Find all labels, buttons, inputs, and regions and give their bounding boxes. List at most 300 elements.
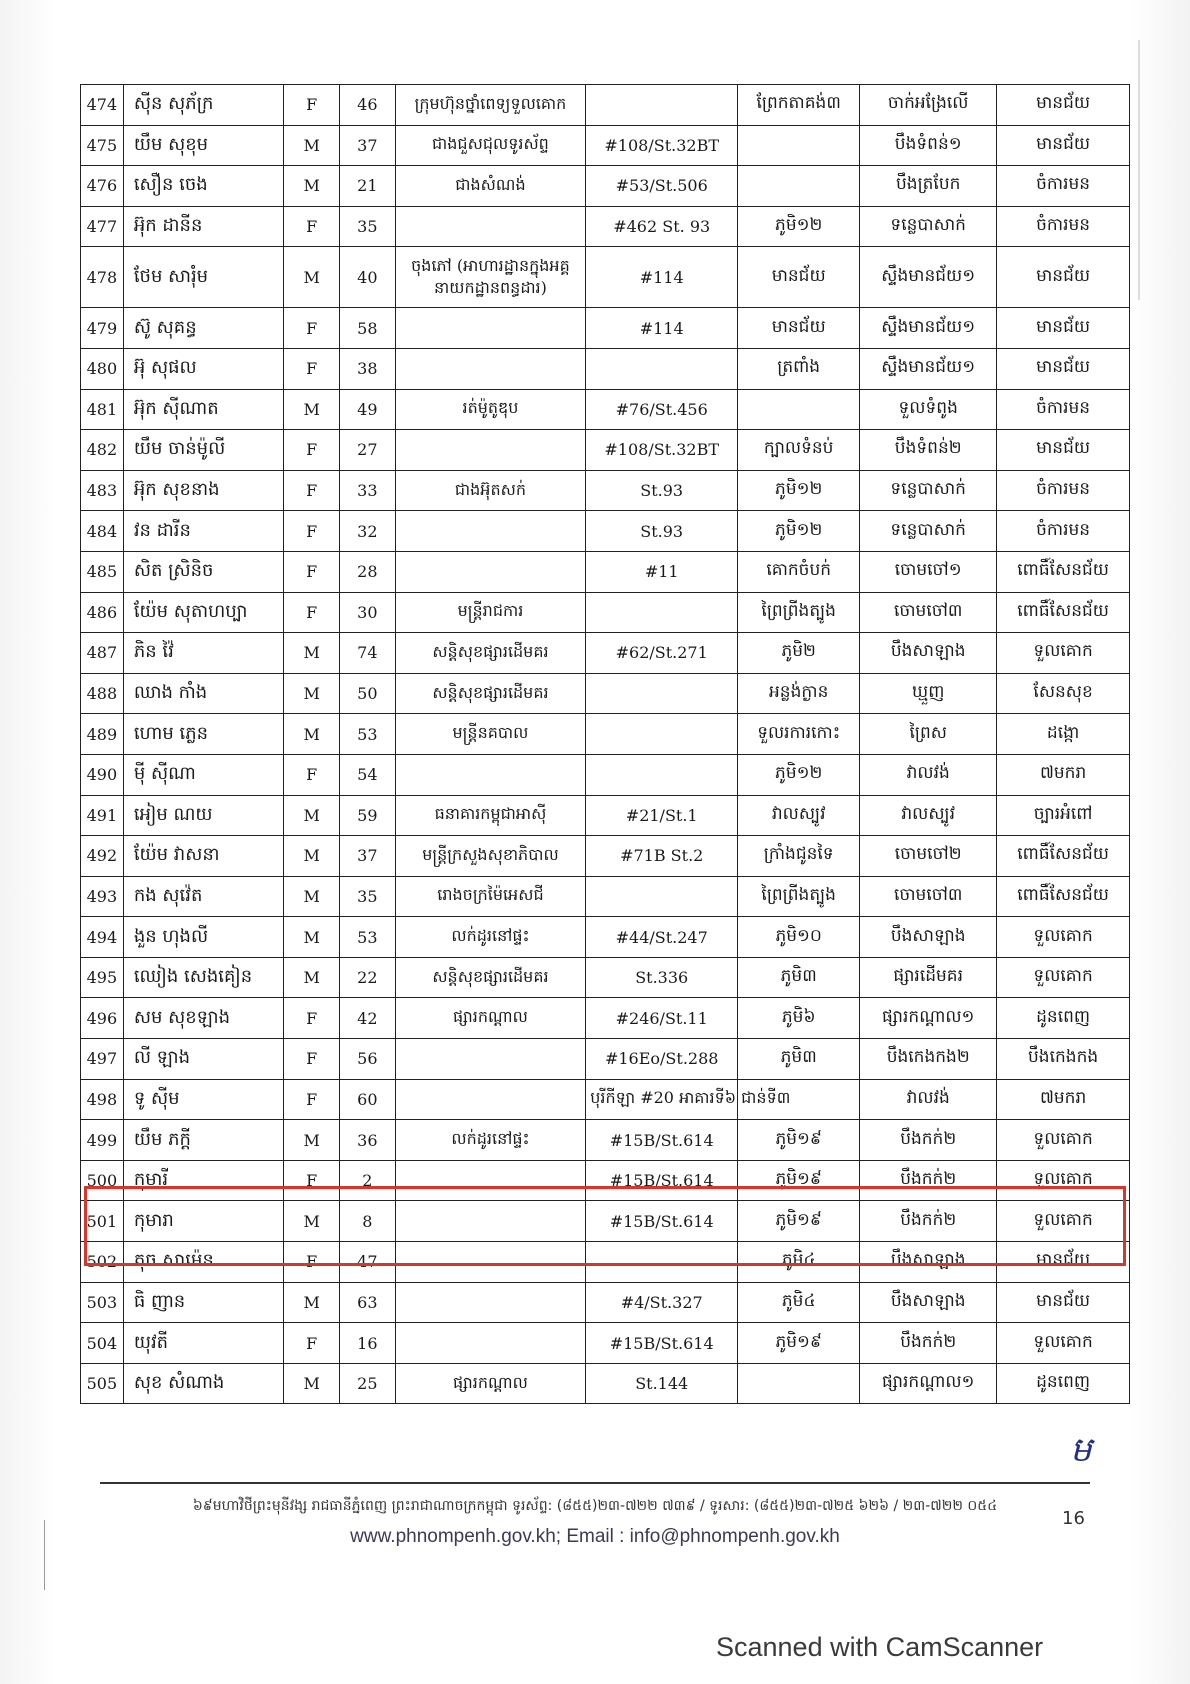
cell-occupation: ជាងជួសជុលទូរស័ព្ទ [395, 125, 586, 166]
cell-occupation: ជាងសំណង់ [395, 166, 586, 207]
cell-occupation [395, 1323, 586, 1364]
cell-district: មានជ័យ [997, 308, 1130, 349]
table-row [81, 957, 1130, 998]
cell-age: 35 [340, 876, 396, 917]
cell-age: 36 [340, 1120, 396, 1161]
cell-name: ស៊ីន សុភ័ក្រ [123, 85, 284, 126]
cell-no: 505 [81, 1363, 124, 1404]
cell-district: ពោធិ៍សែនជ័យ [997, 592, 1130, 633]
cell-name: យឹម ចាន់ម៉ូលី [123, 430, 284, 471]
cell-occupation: ផ្សារកណ្តាល [395, 998, 586, 1039]
cell-commune: ទន្លេបាសាក់ [860, 206, 997, 247]
cell-sex: F [284, 592, 340, 633]
cell-name: កុមារី [123, 1160, 284, 1201]
cell-commune: ផ្សារដើមគរ [860, 957, 997, 998]
cell-district: ៧មករា [997, 1079, 1130, 1120]
cell-address: #15B/St.614 [586, 1160, 738, 1201]
cell-address [586, 876, 738, 917]
cell-district: មានជ័យ [997, 348, 1130, 389]
cell-name: សម សុខឡាង [123, 998, 284, 1039]
cell-village: ត្រពាំង [738, 348, 860, 389]
cell-commune: ចោមចៅ៣ [860, 876, 997, 917]
cell-name: អ៊ុក សុខនាង [123, 470, 284, 511]
cell-name: អៀម ណយ [123, 795, 284, 836]
cell-sex: M [284, 917, 340, 958]
cell-address: #462 St. 93 [586, 206, 738, 247]
cell-no: 484 [81, 511, 124, 552]
cell-address: #16Eo/St.288 [586, 1039, 738, 1080]
cell-sex: M [284, 389, 340, 430]
cell-sex: F [284, 348, 340, 389]
cell-name: ភិន វ៉ៃ [123, 633, 284, 674]
cell-district: ទួលគោក [997, 1201, 1130, 1242]
cell-address [586, 348, 738, 389]
cell-age: 53 [340, 714, 396, 755]
cell-district: មានជ័យ [997, 430, 1130, 471]
table-row [81, 206, 1130, 247]
cell-address: #76/St.456 [586, 389, 738, 430]
cell-commune: វាលស្បូវ [860, 795, 997, 836]
table-row [81, 754, 1130, 795]
cell-no: 483 [81, 470, 124, 511]
cell-commune: បឹងត្របែក [860, 166, 997, 207]
cell-district: ៧មករា [997, 754, 1130, 795]
cell-sex: F [284, 754, 340, 795]
cell-address: #15B/St.614 [586, 1120, 738, 1161]
cell-village [738, 1363, 860, 1404]
table-row [81, 247, 1130, 308]
cell-sex: F [284, 511, 340, 552]
cell-name: ឈាង កាំង [123, 673, 284, 714]
cell-no: 501 [81, 1201, 124, 1242]
cell-sex: F [284, 206, 340, 247]
cell-sex: F [284, 1242, 340, 1283]
cell-age: 42 [340, 998, 396, 1039]
cell-address [586, 714, 738, 755]
cell-district: ច្បារអំពៅ [997, 795, 1130, 836]
cell-village: ភូមិ៤ [738, 1242, 860, 1283]
cell-age: 27 [340, 430, 396, 471]
cell-commune: ឃ្មួញ [860, 673, 997, 714]
cell-commune: ទន្លេបាសាក់ [860, 470, 997, 511]
cell-no: 499 [81, 1120, 124, 1161]
cell-village: ភូមិ១២ [738, 754, 860, 795]
cell-age: 63 [340, 1282, 396, 1323]
table-row [81, 1079, 1130, 1120]
cell-age: 60 [340, 1079, 396, 1120]
cell-village: ភូមិ១២ [738, 206, 860, 247]
cell-village: ភូមិ៣ [738, 1039, 860, 1080]
table-row [81, 714, 1130, 755]
cell-no: 486 [81, 592, 124, 633]
cell-address: #15B/St.614 [586, 1323, 738, 1364]
cell-address [586, 673, 738, 714]
cell-commune: ចោមចៅ៣ [860, 592, 997, 633]
cell-sex: F [284, 1079, 340, 1120]
table-row [81, 836, 1130, 877]
cell-commune: ចោមចៅ២ [860, 836, 997, 877]
cell-address: #108/St.32BT [586, 430, 738, 471]
cell-commune: ស្ទឹងមានជ័យ១ [860, 348, 997, 389]
cell-age: 40 [340, 247, 396, 308]
scan-edge [1138, 40, 1140, 300]
cell-commune: វាលវង់ [860, 1079, 997, 1120]
cell-no: 487 [81, 633, 124, 674]
cell-commune: បឹងកក់២ [860, 1120, 997, 1161]
cell-occupation [395, 1079, 586, 1120]
cell-name: ធិ ញាន [123, 1282, 284, 1323]
cell-age: 38 [340, 348, 396, 389]
cell-sex: M [284, 125, 340, 166]
cell-address: #62/St.271 [586, 633, 738, 674]
cell-name: ទូ ស៊ីម [123, 1079, 284, 1120]
cell-name: ហោម ភ្លេន [123, 714, 284, 755]
cell-village: ព្រែកតាគង់៣ [738, 85, 860, 126]
cell-name: ម៉ី ស៊ីណា [123, 754, 284, 795]
cell-sex: M [284, 957, 340, 998]
cell-occupation: ចុងភៅ (អាហារដ្ឋានក្នុងអគ្គនាយកដ្ឋានពន្ធដារ) [395, 247, 586, 308]
cell-no: 494 [81, 917, 124, 958]
cell-commune: ស្ទឹងមានជ័យ១ [860, 308, 997, 349]
cell-commune: វាលវង់ [860, 754, 997, 795]
cell-village: ភូមិ១០ [738, 917, 860, 958]
cell-name: ស៊ូ សុគន្ធ [123, 308, 284, 349]
cell-district: ទួលគោក [997, 1160, 1130, 1201]
cell-address: #53/St.506 [586, 166, 738, 207]
cell-no: 500 [81, 1160, 124, 1201]
cell-age: 54 [340, 754, 396, 795]
footer-divider [100, 1482, 1090, 1484]
table-row [81, 876, 1130, 917]
table-row [81, 1323, 1130, 1364]
cell-village: ភូមិ១២ [738, 470, 860, 511]
cell-sex: M [284, 1282, 340, 1323]
cell-address: #4/St.327 [586, 1282, 738, 1323]
footer-web-email: www.phnompenh.gov.kh; Email : info@phnompenh.gov.kh [350, 1526, 840, 1547]
cell-district: ទួលគោក [997, 633, 1130, 674]
cell-occupation: ជាងអ៊ុតសក់ [395, 470, 586, 511]
cell-village: អន្លង់ក្ងាន [738, 673, 860, 714]
scan-edge [44, 1520, 45, 1590]
cell-name: កុមារា [123, 1201, 284, 1242]
cell-name: អ៊ុក ដានីន [123, 206, 284, 247]
cell-name: អ៊ុ សុផល [123, 348, 284, 389]
cell-village: ភូមិ៦ [738, 998, 860, 1039]
cell-sex: M [284, 247, 340, 308]
cell-sex: F [284, 470, 340, 511]
cell-age: 37 [340, 836, 396, 877]
cell-no: 479 [81, 308, 124, 349]
cell-name: អ៊ុក ស៊ីណាត [123, 389, 284, 430]
cell-name: សុខ សំណាង [123, 1363, 284, 1404]
cell-sex: M [284, 1363, 340, 1404]
cell-age: 50 [340, 673, 396, 714]
cell-age: 25 [340, 1363, 396, 1404]
cell-age: 49 [340, 389, 396, 430]
table-row [81, 592, 1130, 633]
cell-occupation: លក់ដូរនៅផ្ទះ [395, 917, 586, 958]
cell-sex: M [284, 795, 340, 836]
cell-address: #11 [586, 551, 738, 592]
cell-age: 22 [340, 957, 396, 998]
table-row [81, 1363, 1130, 1404]
cell-no: 504 [81, 1323, 124, 1364]
cell-occupation [395, 206, 586, 247]
cell-name: យុវតី [123, 1323, 284, 1364]
cell-village: ភូមិ៣ [738, 957, 860, 998]
footer-address: ៦៩មហាវិថីព្រះមុនីវង្ស រាជធានីភ្នំពេញ ព្រះរាជាណាចក្រកម្ពុជា ទូរស័ព្ទ: (៨៥៥)២៣-៧២២ ៧៣៩ / ទូរសារ: (៨៥៥)២៣-៧២៥ ៦២៦ / ២៣-៧២២ ០៥៤ [192, 1498, 998, 1514]
cell-village: ភូមិ១៩ [738, 1201, 860, 1242]
cell-commune: ចោមចៅ១ [860, 551, 997, 592]
cell-no: 485 [81, 551, 124, 592]
cell-no: 488 [81, 673, 124, 714]
cell-address: #21/St.1 [586, 795, 738, 836]
cell-sex: F [284, 430, 340, 471]
cell-address [586, 754, 738, 795]
cell-age: 2 [340, 1160, 396, 1201]
cell-occupation: សន្តិសុខផ្សារដើមគរ [395, 673, 586, 714]
cell-sex: M [284, 876, 340, 917]
cell-age: 33 [340, 470, 396, 511]
cell-sex: M [284, 714, 340, 755]
cell-no: 489 [81, 714, 124, 755]
cell-commune: បឹងកក់២ [860, 1160, 997, 1201]
cell-commune: បឹងកេងកង២ [860, 1039, 997, 1080]
cell-village: ភូមិ១៩ [738, 1323, 860, 1364]
cell-village: ភូមិ១២ [738, 511, 860, 552]
cell-no: 476 [81, 166, 124, 207]
cell-village: គោកចំបក់ [738, 551, 860, 592]
table-row [81, 85, 1130, 126]
table-row [81, 511, 1130, 552]
cell-sex: M [284, 633, 340, 674]
cell-district: ទួលគោក [997, 1120, 1130, 1161]
table-row [81, 348, 1130, 389]
cell-commune: បឹងសាឡាង [860, 1242, 997, 1283]
cell-no: 491 [81, 795, 124, 836]
cell-name: ថែម សារុំម [123, 247, 284, 308]
table-row [81, 1039, 1130, 1080]
cell-village: ភូមិ៤ [738, 1282, 860, 1323]
cell-name: សឿន ចេង [123, 166, 284, 207]
cell-age: 21 [340, 166, 396, 207]
table-row [81, 125, 1130, 166]
cell-name: យឹម ភក្តី [123, 1120, 284, 1161]
table-row [81, 430, 1130, 471]
cell-commune: ទួលទំពូង [860, 389, 997, 430]
cell-village [738, 125, 860, 166]
cell-district: ចំការមន [997, 166, 1130, 207]
table-row [81, 917, 1130, 958]
cell-sex: M [284, 166, 340, 207]
cell-occupation [395, 308, 586, 349]
table-row [81, 308, 1130, 349]
cell-district: ចំការមន [997, 511, 1130, 552]
cell-commune: ព្រៃស [860, 714, 997, 755]
cell-no: 497 [81, 1039, 124, 1080]
cell-address [586, 85, 738, 126]
cell-district: មានជ័យ [997, 1242, 1130, 1283]
cell-district: បឹងកេងកង [997, 1039, 1130, 1080]
cell-occupation [395, 1282, 586, 1323]
cell-district: ដូនពេញ [997, 998, 1130, 1039]
cell-occupation [395, 511, 586, 552]
cell-village: ព្រៃព្រីងត្បូង [738, 592, 860, 633]
cell-age: 16 [340, 1323, 396, 1364]
cell-no: 480 [81, 348, 124, 389]
cell-commune: បឹងទំពន់១ [860, 125, 997, 166]
cell-occupation: មន្ត្រីនគបាល [395, 714, 586, 755]
cell-age: 47 [340, 1242, 396, 1283]
cell-commune: ស្ទឹងមានជ័យ១ [860, 247, 997, 308]
cell-village: មានជ័យ [738, 308, 860, 349]
cell-name: កង សុវ៉េត [123, 876, 284, 917]
cell-sex: F [284, 998, 340, 1039]
cell-age: 59 [340, 795, 396, 836]
cell-age: 58 [340, 308, 396, 349]
cell-name: ងួន ហុងលី [123, 917, 284, 958]
cell-village [738, 389, 860, 430]
cell-village [738, 166, 860, 207]
cell-sex: M [284, 1120, 340, 1161]
table-row [81, 551, 1130, 592]
cell-address: St.336 [586, 957, 738, 998]
cell-occupation: ក្រុមហ៊ុនថ្នាំពេទ្យទួលគោក [395, 85, 586, 126]
cell-no: 481 [81, 389, 124, 430]
cell-age: 46 [340, 85, 396, 126]
cell-no: 493 [81, 876, 124, 917]
highlight-box [84, 1186, 1126, 1266]
cell-name: តុច សាម៉េន [123, 1242, 284, 1283]
cell-occupation: សន្តិសុខផ្សារដើមគរ [395, 957, 586, 998]
cell-commune: ចាក់អង្រែលើ [860, 85, 997, 126]
cell-address: St.93 [586, 470, 738, 511]
cell-no: 502 [81, 1242, 124, 1283]
cell-district: មានជ័យ [997, 125, 1130, 166]
table-row [81, 673, 1130, 714]
cell-village: ភូមិ១៩ [738, 1160, 860, 1201]
cell-district: ទួលគោក [997, 917, 1130, 958]
cell-occupation: រោងចក្រម៉ៃអេសជី [395, 876, 586, 917]
cell-occupation: រត់ម៉ូតូឌុប [395, 389, 586, 430]
cell-commune: ផ្សារកណ្តាល១ [860, 998, 997, 1039]
cell-village: ទួលរការកោះ [738, 714, 860, 755]
cell-occupation [395, 1039, 586, 1080]
cell-commune: បឹងសាឡាង [860, 633, 997, 674]
cell-address: #15B/St.614 [586, 1201, 738, 1242]
cell-age: 30 [340, 592, 396, 633]
cell-name: វន ដារីន [123, 511, 284, 552]
cell-occupation: សន្តិសុខផ្សារដើមគរ [395, 633, 586, 674]
cell-commune: បឹងទំពន់២ [860, 430, 997, 471]
cell-district: ពោធិ៍សែនជ័យ [997, 551, 1130, 592]
cell-no: 498 [81, 1079, 124, 1120]
cell-village: ភូមិ២ [738, 633, 860, 674]
cell-occupation [395, 551, 586, 592]
cell-village: ភូមិ១៩ [738, 1120, 860, 1161]
cell-age: 53 [340, 917, 396, 958]
cell-no: 495 [81, 957, 124, 998]
cell-village: ក្រាំងជូនទៃ [738, 836, 860, 877]
cell-name: ឈៀង សេងគៀន [123, 957, 284, 998]
cell-village: មានជ័យ [738, 247, 860, 308]
table-row [81, 633, 1130, 674]
cell-occupation [395, 754, 586, 795]
cell-occupation: ផ្សារកណ្តាល [395, 1363, 586, 1404]
cell-occupation: មន្ត្រីរាជការ [395, 592, 586, 633]
cell-no: 496 [81, 998, 124, 1039]
cell-district: មានជ័យ [997, 85, 1130, 126]
cell-no: 478 [81, 247, 124, 308]
cell-commune: បឹងសាឡាង [860, 1282, 997, 1323]
cell-name: លី ឡាង [123, 1039, 284, 1080]
cell-village: ក្បាលទំនប់ [738, 430, 860, 471]
cell-occupation: លក់ដូរនៅផ្ទះ [395, 1120, 586, 1161]
cell-occupation: ធនាគារកម្ពុជាអាស៊ី [395, 795, 586, 836]
cell-commune: ទន្លេបាសាក់ [860, 511, 997, 552]
table-row [81, 998, 1130, 1039]
cell-age: 32 [340, 511, 396, 552]
table-row [81, 1282, 1130, 1323]
cell-address: #114 [586, 247, 738, 308]
table-row [81, 1120, 1130, 1161]
cell-address: #246/St.11 [586, 998, 738, 1039]
cell-sex: F [284, 85, 340, 126]
cell-age: 35 [340, 206, 396, 247]
cell-occupation [395, 430, 586, 471]
cell-district: ទួលគោក [997, 957, 1130, 998]
cell-no: 474 [81, 85, 124, 126]
cell-village: ព្រៃព្រីងត្បូង [738, 876, 860, 917]
table-row [81, 470, 1130, 511]
cell-age: 74 [340, 633, 396, 674]
cell-address: #44/St.247 [586, 917, 738, 958]
cell-occupation [395, 348, 586, 389]
cell-commune: បឹងកក់២ [860, 1323, 997, 1364]
cell-address: #71B St.2 [586, 836, 738, 877]
cell-district: ចំការមន [997, 470, 1130, 511]
cell-district: ចំការមន [997, 206, 1130, 247]
cell-address: St.93 [586, 511, 738, 552]
cell-address: #108/St.32BT [586, 125, 738, 166]
cell-district: ទួលគោក [997, 1323, 1130, 1364]
cell-address: #114 [586, 308, 738, 349]
table-row [81, 389, 1130, 430]
cell-name: សិត ស្រិនិច [123, 551, 284, 592]
cell-name: យឹម សុខុម [123, 125, 284, 166]
signature-mark: ម [1070, 1430, 1092, 1470]
cell-sex: F [284, 551, 340, 592]
cell-no: 503 [81, 1282, 124, 1323]
cell-sex: F [284, 308, 340, 349]
cell-address [586, 592, 738, 633]
cell-district: ដង្កោ [997, 714, 1130, 755]
cell-no: 482 [81, 430, 124, 471]
cell-age: 56 [340, 1039, 396, 1080]
cell-age: 28 [340, 551, 396, 592]
camscanner-watermark: Scanned with CamScanner [716, 1632, 1044, 1662]
cell-district: មានជ័យ [997, 247, 1130, 308]
cell-age: 37 [340, 125, 396, 166]
cell-commune: បឹងសាឡាង [860, 917, 997, 958]
cell-district: ដូនពេញ [997, 1363, 1130, 1404]
cell-district: សែនសុខ [997, 673, 1130, 714]
cell-sex: F [284, 1160, 340, 1201]
cell-address: St.144 [586, 1363, 738, 1404]
page-number: 16 [1062, 1508, 1085, 1529]
cell-commune: ផ្សារកណ្តាល១ [860, 1363, 997, 1404]
cell-sex: M [284, 673, 340, 714]
